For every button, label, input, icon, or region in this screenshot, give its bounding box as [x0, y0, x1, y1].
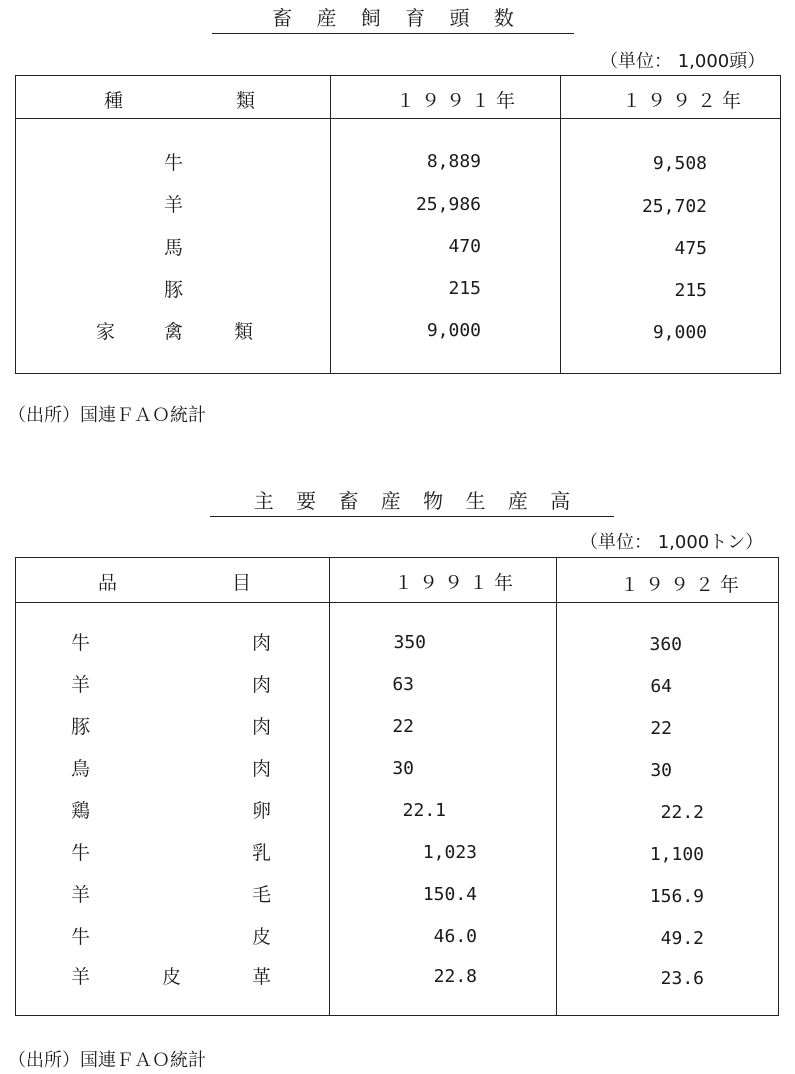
table1-col-divider-1 [330, 76, 331, 373]
table2-title [210, 485, 614, 517]
value-1992: 156.9 [649, 886, 704, 907]
table1-unit: （単位： 1,000頭） [600, 51, 766, 72]
value-1992: 25,702 [641, 196, 707, 217]
value-1991: 350 [393, 632, 426, 653]
value-1992: 475 [674, 238, 707, 259]
table2-col-divider-1 [329, 558, 330, 1015]
item-char-a: 牛 [71, 632, 91, 654]
value-1991: 1,023 [422, 842, 477, 863]
item-char-a: 豚 [71, 716, 91, 738]
item-char-a: 羊 [71, 674, 91, 696]
value-1991: 25,986 [415, 194, 481, 215]
value-1991: 215 [448, 278, 481, 299]
item-char-a: 羊 [71, 884, 91, 906]
row-label: 馬 [164, 237, 184, 259]
value-1991: 46.0 [433, 926, 477, 947]
value-1991: 63 [392, 674, 414, 695]
livestock-production-table [15, 557, 779, 1016]
value-1992: 23.6 [660, 968, 704, 989]
value-1992: 22 [650, 718, 672, 739]
table2-title-text: 主 要 畜 産 物 生 産 高 [253, 489, 571, 513]
value-1991: 22.1 [402, 800, 446, 821]
value-1991: 9,000 [426, 320, 481, 341]
table1-header-divider [16, 118, 780, 119]
table1-header-type-a: 種 [104, 90, 124, 112]
item-char-c: 肉 [252, 632, 272, 654]
item-char-a: 羊 [71, 966, 91, 988]
table2-header-divider [16, 602, 778, 603]
item-char-c: 卵 [252, 800, 272, 822]
table2-col-divider-2 [556, 558, 557, 1015]
value-1991: 8,889 [426, 151, 481, 172]
value-1991: 150.4 [422, 884, 477, 905]
table2-unit: （単位： 1,000トン） [580, 532, 764, 553]
table2-source-note: （出所）国連ＦＡＯ統計 [8, 1050, 206, 1071]
value-1992: 22.2 [660, 802, 704, 823]
table1-title-text: 畜 産 飼 育 頭 数 [272, 6, 514, 30]
row-label: 羊 [164, 194, 184, 216]
row-label: 豚 [164, 279, 184, 301]
value-1991: 22 [392, 716, 414, 737]
value-1992: 9,508 [652, 153, 707, 174]
value-1991: 22.8 [433, 966, 477, 987]
row-label-b: 禽 [164, 321, 184, 343]
value-1992: 1,100 [649, 844, 704, 865]
table2-header-item-a: 品 [98, 572, 118, 594]
item-char-c: 毛 [252, 884, 272, 906]
value-1992: 215 [674, 280, 707, 301]
item-char-a: 牛 [71, 926, 91, 948]
table2-header-1991: １９９１年 [394, 572, 520, 594]
item-char-c: 革 [252, 966, 272, 988]
livestock-count-table [15, 75, 781, 374]
table1-source-note: （出所）国連ＦＡＯ統計 [8, 405, 206, 426]
table1-header-type-b: 類 [236, 90, 256, 112]
item-char-a: 牛 [71, 842, 91, 864]
table1-title [212, 2, 574, 34]
table2-header-item-b: 目 [232, 572, 252, 594]
item-char-a: 鳥 [71, 758, 91, 780]
item-char-b: 皮 [162, 966, 182, 988]
item-char-c: 肉 [252, 758, 272, 780]
value-1991: 30 [392, 758, 414, 779]
table1-header-1992: １９９２年 [622, 90, 748, 112]
value-1992: 30 [650, 760, 672, 781]
row-label-a: 家 [96, 321, 116, 343]
value-1992: 360 [649, 634, 682, 655]
item-char-c: 肉 [252, 674, 272, 696]
table1-col-divider-2 [560, 76, 561, 373]
value-1992: 9,000 [652, 322, 707, 343]
value-1991: 470 [448, 236, 481, 257]
row-label: 牛 [164, 152, 184, 174]
table1-header-1991: １９９１年 [396, 90, 522, 112]
value-1992: 49.2 [660, 928, 704, 949]
item-char-c: 皮 [252, 926, 272, 948]
table2-header-1992: １９９２年 [620, 574, 746, 596]
item-char-c: 肉 [252, 716, 272, 738]
row-label-c: 類 [234, 321, 254, 343]
value-1992: 64 [650, 676, 672, 697]
item-char-a: 鶏 [71, 800, 91, 822]
item-char-c: 乳 [252, 842, 272, 864]
